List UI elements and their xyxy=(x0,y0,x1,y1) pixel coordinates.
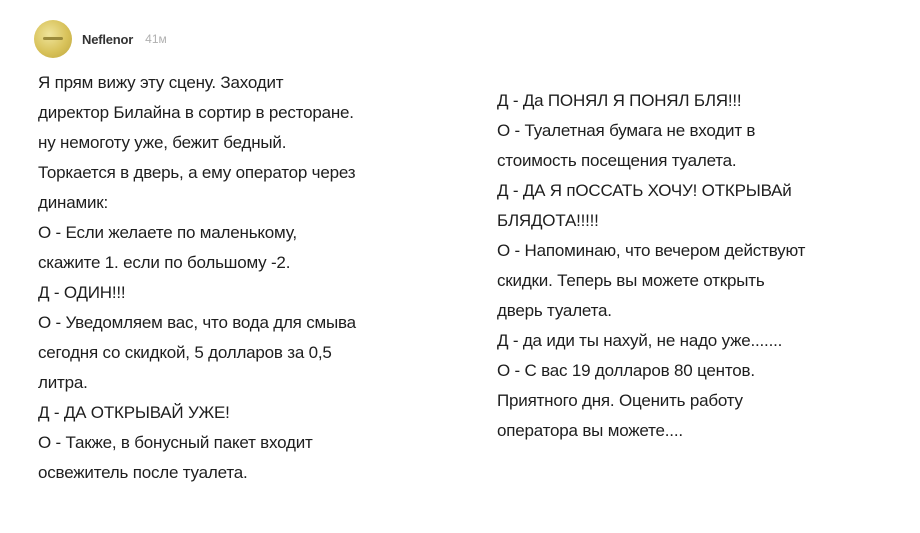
text-line: О - С вас 19 долларов 80 центов. xyxy=(497,361,755,380)
text-line: Я прям вижу эту сцену. Заходит xyxy=(38,73,284,92)
comment-text-left xyxy=(38,68,458,488)
avatar[interactable] xyxy=(34,20,72,58)
username[interactable]: Neflenor xyxy=(82,31,134,47)
text-line: Торкается в дверь, а ему оператор через xyxy=(38,163,356,182)
text-line: О - Напоминаю, что вечером действуют xyxy=(497,241,806,260)
text-line: Д - да иди ты нахуй, не надо уже....... xyxy=(497,331,783,350)
text-line: О - Если желаете по маленькому, xyxy=(38,223,297,242)
comment-text-right xyxy=(497,86,897,446)
post-header xyxy=(34,20,167,58)
text-line: литра. xyxy=(38,373,88,392)
text-line: Д - ДА Я пОССАТЬ ХОЧУ! ОТКРЫВАй xyxy=(497,181,792,200)
text-line: оператора вы можете.... xyxy=(497,421,683,440)
text-line: О - Уведомляем вас, что вода для смыва xyxy=(38,313,356,332)
text-line: Приятного дня. Оценить работу xyxy=(497,391,743,410)
text-line: Д - ОДИН!!! xyxy=(38,283,126,302)
text-line: скидки. Теперь вы можете открыть xyxy=(497,271,765,290)
text-line: О - Туалетная бумага не входит в xyxy=(497,121,756,140)
text-line: стоимость посещения туалета. xyxy=(497,151,737,170)
text-line: директор Билайна в сортир в ресторане. xyxy=(38,103,354,122)
text-line: ну немоготу уже, бежит бедный. xyxy=(38,133,287,152)
text-line: БЛЯДОТА!!!!! xyxy=(497,211,599,230)
text-line: динамик: xyxy=(38,193,109,212)
text-line: Д - ДА ОТКРЫВАЙ УЖЕ! xyxy=(38,403,230,422)
text-line: скажите 1. если по большому -2. xyxy=(38,253,291,272)
text-line: дверь туалета. xyxy=(497,301,612,320)
text-line: О - Также, в бонусный пакет входит xyxy=(38,433,313,452)
text-line: Д - Да ПОНЯЛ Я ПОНЯЛ БЛЯ!!! xyxy=(497,91,742,110)
post-time: 41м xyxy=(145,32,167,46)
text-line: освежитель после туалета. xyxy=(38,463,248,482)
text-line: сегодня со скидкой, 5 долларов за 0,5 xyxy=(38,343,332,362)
